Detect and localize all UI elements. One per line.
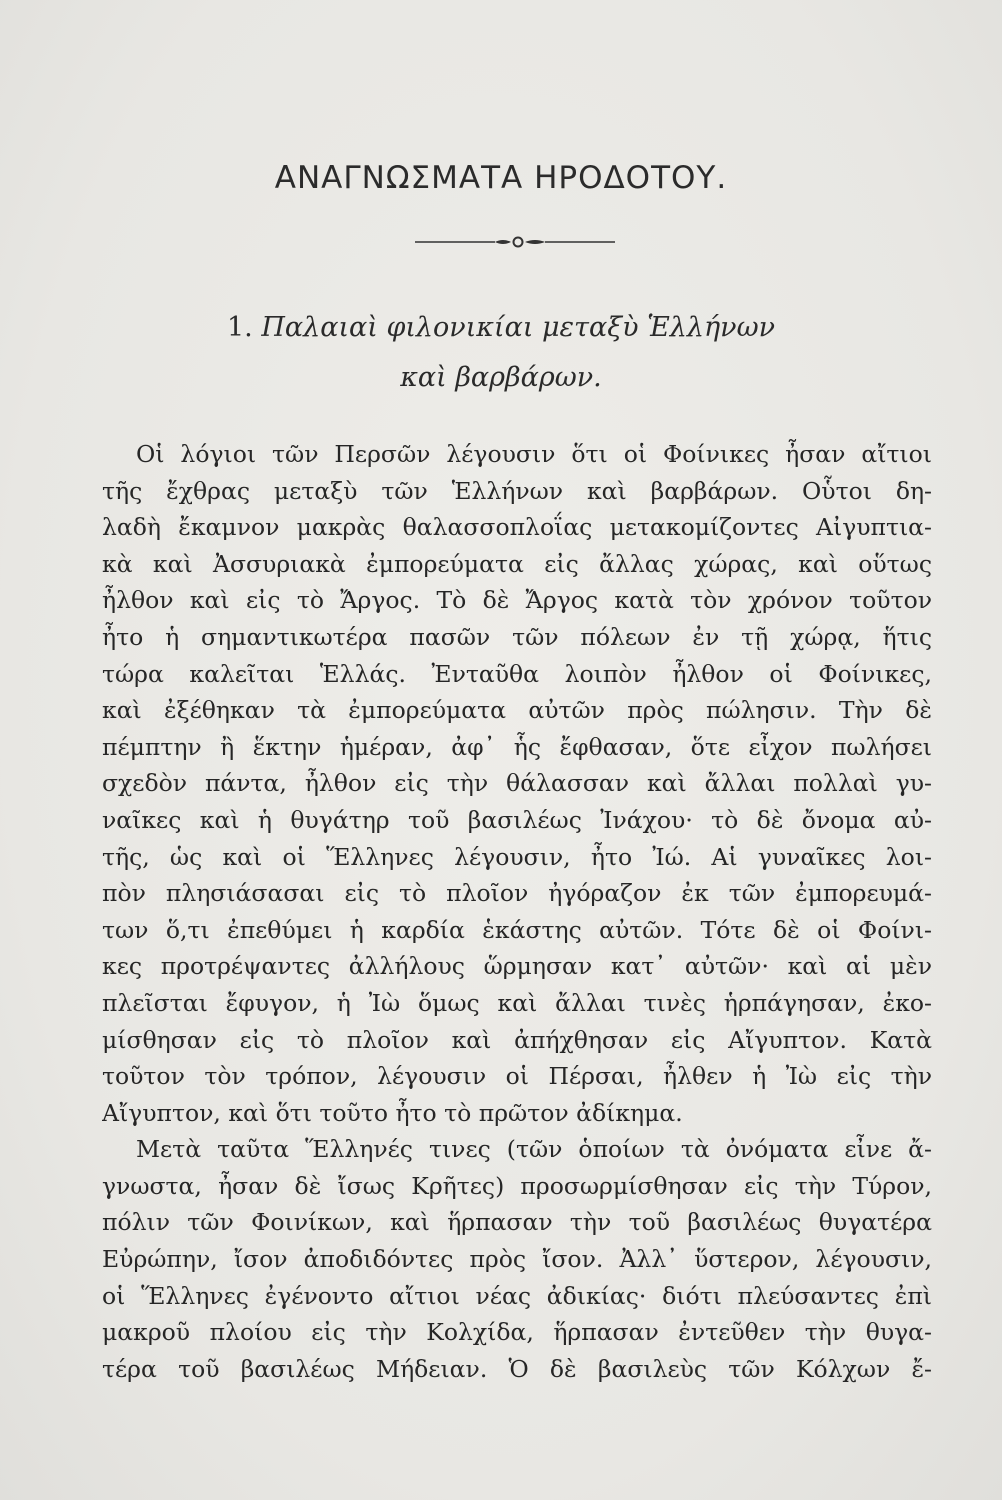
text-line: ἦλθον καὶ εἰς τὸ Ἄργος. Τὸ δὲ Ἄργος κατὰ τὸν χρόνον τοῦτον [102, 586, 932, 615]
text-line: πόλιν τῶν Φοινίκων, καὶ ἥρπασαν τὴν τοῦ βασιλέως θυγατέρα [102, 1208, 932, 1237]
text-line: τοῦτον τὸν τρόπον, λέγουσιν οἱ Πέρσαι, ἦλθεν ἡ Ἰὼ εἰς τὴν [102, 1062, 932, 1091]
text-line: μακροῦ πλοίου εἰς τὴν Κολχίδα, ἥρπασαν ἐντεῦθεν τὴν θυγα- [102, 1318, 932, 1347]
text-line: λαδὴ ἔκαμνον μακρὰς θαλασσοπλοΐας μετακομίζοντες Αἰγυπτια- [102, 513, 932, 542]
section-heading-line1 [0, 312, 1002, 343]
section-heading-line2: καὶ βαρβάρων. [400, 362, 602, 393]
text-line: Εὐρώπην, ἴσον ἀποδιδόντες πρὸς ἴσον. Ἀλλ᾽ ὕστερον, λέγουσιν, [102, 1245, 932, 1274]
section-number: 1. [226, 312, 253, 343]
text-line: κὰ καὶ Ἀσσυριακὰ ἐμπορεύματα εἰς ἄλλας χώρας, καὶ οὕτως [102, 549, 932, 578]
text-line: τέρα τοῦ βασιλέως Μήδειαν. Ὁ δὲ βασιλεὺς τῶν Κόλχων ἔ- [102, 1354, 932, 1383]
text-line: σχεδὸν πάντα, ἦλθον εἰς τὴν θάλασσαν καὶ ἄλλαι πολλαὶ γυ- [102, 769, 932, 798]
title-ornament-rule [415, 234, 615, 250]
text-line: καὶ ἐξέθηκαν τὰ ἐμπορεύματα αὐτῶν πρὸς πώλησιν. Τὴν δὲ [102, 696, 932, 725]
text-line: τῆς, ὡς καὶ οἱ Ἕλληνες λέγουσιν, ἦτο Ἰώ. Αἱ γυναῖκες λοι- [102, 842, 932, 871]
section-heading-text: Παλαιαὶ φιλονικίαι μεταξὺ Ἑλλήνων [261, 312, 776, 343]
text-line: κες προτρέψαντες ἀλλήλους ὥρμησαν κατ᾽ αὐτῶν· καὶ αἱ μὲν [102, 952, 932, 981]
text-line: οἱ Ἕλληνες ἐγένοντο αἴτιοι νέας ἀδικίας· διότι πλεύσαντες ἐπὶ [102, 1281, 932, 1310]
text-line: Μετὰ ταῦτα Ἕλληνές τινες (τῶν ὁποίων τὰ ὀνόματα εἶνε ἄ- [136, 1135, 932, 1164]
text-line: τῆς ἔχθρας μεταξὺ τῶν Ἑλλήνων καὶ βαρβάρων. Οὗτοι δη- [102, 476, 932, 505]
text-line: ἦτο ἡ σημαντικωτέρα πασῶν τῶν πόλεων ἐν τῇ χώρᾳ, ἥτις [102, 622, 932, 651]
text-line: τώρα καλεῖται Ἑλλάς. Ἐνταῦθα λοιπὸν ἦλθον οἱ Φοίνικες, [102, 659, 932, 688]
text-line: μίσθησαν εἰς τὸ πλοῖον καὶ ἀπήχθησαν εἰς Αἴγυπτον. Κατὰ [102, 1025, 932, 1054]
text-line: γνωστα, ἦσαν δὲ ἴσως Κρῆτες) προσωρμίσθησαν εἰς τὴν Τύρον, [102, 1171, 932, 1200]
text-line: πέμπτην ἢ ἕκτην ἡμέραν, ἀφ᾽ ἧς ἔφθασαν, ὅτε εἶχον πωλήσει [102, 732, 932, 761]
text-line: Αἴγυπτον, καὶ ὅτι τοῦτο ἦτο τὸ πρῶτον ἀδίκημα. [102, 1098, 683, 1127]
body-text [102, 436, 932, 1387]
text-line: πὸν πλησιάσασαι εἰς τὸ πλοῖον ἠγόραζον ἐκ τῶν ἐμπορευμά- [102, 879, 932, 908]
text-line: ναῖκες καὶ ἡ θυγάτηρ τοῦ βασιλέως Ἰνάχου· τὸ δὲ ὄνομα αὐ- [102, 805, 932, 834]
page-title: ΑΝΑΓΝΩΣΜΑΤΑ ΗΡΟΔΟΤΟΥ. [274, 160, 728, 196]
text-line: των ὅ,τι ἐπεθύμει ἡ καρδία ἑκάστης αὐτῶν. Τότε δὲ οἱ Φοίνι- [102, 915, 932, 944]
text-line: πλεῖσται ἔφυγον, ἡ Ἰὼ ὅμως καὶ ἄλλαι τινὲς ἡρπάγησαν, ἐκο- [102, 988, 932, 1017]
text-line: Οἱ λόγιοι τῶν Περσῶν λέγουσιν ὅτι οἱ Φοίνικες ἦσαν αἴτιοι [136, 440, 932, 468]
